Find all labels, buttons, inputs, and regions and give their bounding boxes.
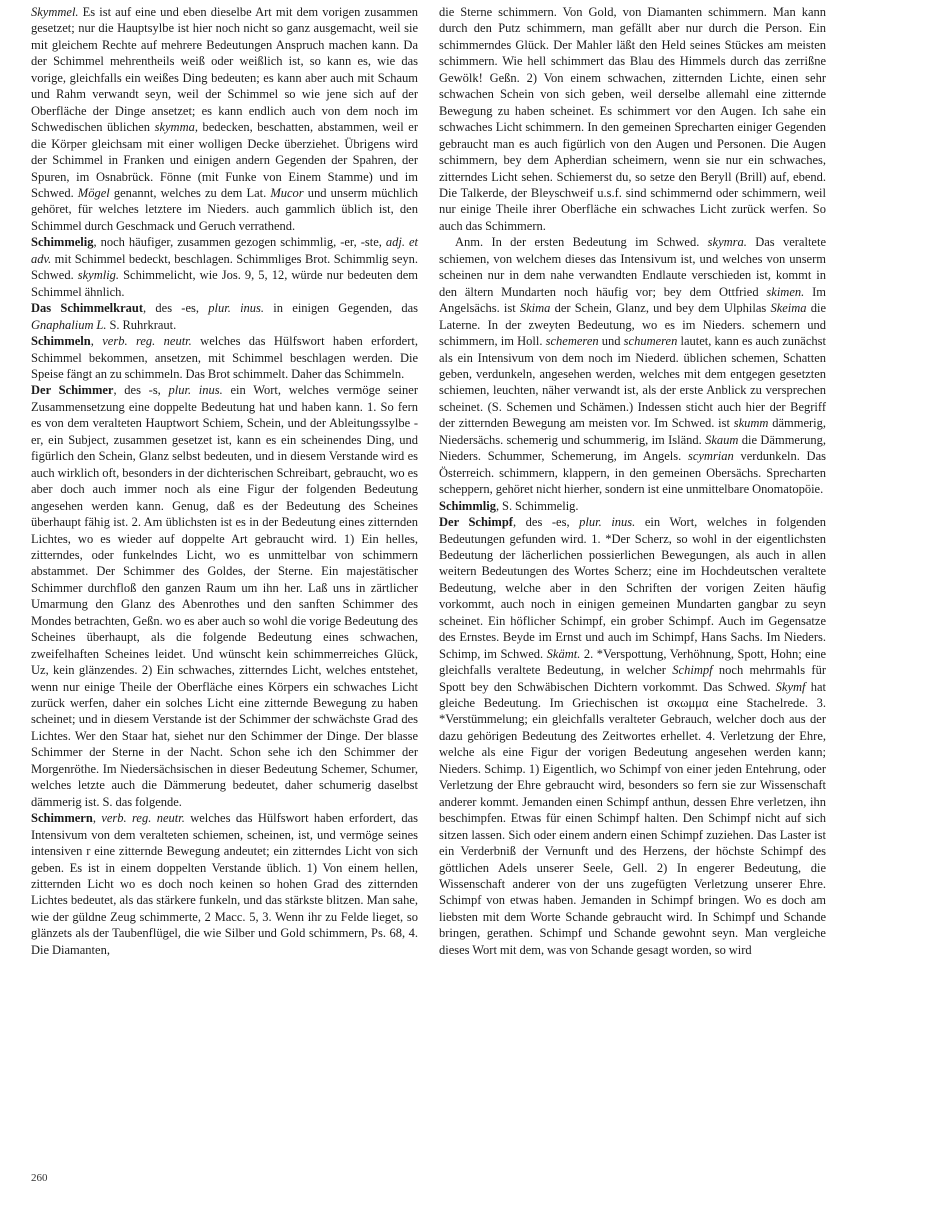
entry-text: Anm. In der ersten Bedeutung im Schwed. xyxy=(455,235,708,250)
entry-text: der Schein, Glanz, und bey dem Ulphilas xyxy=(550,301,771,316)
entry-headword: Der Schimmer xyxy=(31,383,114,398)
italic-term: plur. inus. xyxy=(208,301,265,316)
italic-term: Gnaphalium L. xyxy=(31,317,107,332)
italic-term: verb. reg. neutr. xyxy=(102,334,192,349)
italic-term: skimen. xyxy=(766,284,805,299)
italic-term: Mögel xyxy=(77,185,110,200)
entry-text: die Sterne schimmern. Von Gold, von Diamanten schimmern. Man kann durch den Putz schimmern, man gefällt aber nur durch die Person. Ein schimmerndes Glück. Der Mahler läßt den Held seines Stückes am meisten schimmern. Wie hell schimmert das Blau des Himmels durch das zerrißne Gewölk! Geßn. 2) Von einem schwachen, zitternden Lichte, einen sehr schwachen Schein von sich geben, weil derselbe allemahl eine zitternde Bewegung zu haben scheinet. Es schimmert vor den Augen. Ich sahe ein schwaches Licht schimmern. In den gemeinen Sprecharten einiger Gegenden gebraucht man es auch figürlich von den Augen und Personen. Die Augen schimmern, bey dem Apherdian scheimern, wenn sie nur ein schwaches, zitterndes Licht sehen. Schiemerst du, so setze den Beryll (Brill) auf, ebend. Die Talkerde, der Bleyschweif u.s.f. sind schimmernd oder schimmern, weil nur einige Theile ihrer Oberfläche ein schwaches Licht zurück werfen. So auch das Schimmern. xyxy=(439,5,826,233)
entry-schimmelig xyxy=(31,234,418,300)
page-number: 260 xyxy=(31,1172,48,1184)
entry-skymmel xyxy=(31,4,418,234)
italic-term: Skymf xyxy=(775,679,806,694)
entry-text: ein Wort, welches vermöge seiner Zusammensetzung eine doppelte Bedeutung hat und haben kann. 1. So fern es von dem veralteten Hauptwort Schiem, Schein, und der Ableitungssylbe -er, ein Subject, zusammen gesetzet ist, kann es ein scheinendes Ding, und figürlich den Schein, Glanz selbst bedeuten, und in diesem Verstande wird es auch wirklich oft, besonders in der dichterischen Schreibart, gebraucht, wo es aber doch auch immer noch als eine Figur der folgenden Bedeutung angesehen werden kann. Genug, daß es der Bedeutung des Scheines überhaupt fähig ist. 2. Am üblichsten ist es in der Bedeutung eines zitternden Lichtes, wo es wieder auf doppelte Art gebraucht wird. 1) Ein helles, zitterndes, oder funkelndes Licht, wo es unmittelbar von schimmern abstammet. Der Schimmer des Goldes, der Sterne. Ein majestätischer Schimmer durchfloß den ganzen Raum um ihn her. Laß uns in zärtlicher Umarmung den Glanz des Abenrothes und den sanften Schimmer des Mondes betrachten, Geßn. wo es aber auch so wohl die vorige Bedeutung des Scheines überhaupt, als die folgende Bedeutung eines schwachen, zweifelhaften Scheines leidet. Und wünscht kein schimmerreiches Glück, Uz, kein glänzendes. 2) Ein schwaches, zitterndes Licht, welches entstehet, wenn nur einige Theile der Oberfläche eines Körpers ein schwaches Licht zurück werfen, daher ein solches Licht eine zitternde Bewegung zu haben scheinet; und in diesem Verstande ist der Schimmer der schwächste Grad des Lichtes. Wer den Staar hat, siehet nur den Schimmer der Dinge. Der blasse Schimmer der Sterne in der Nacht. Schon sehe ich den Schimmer der Morgenröthe. Im Niedersächsischen in dieser Bedeutung Schemer, Schumer, welches letzte auch die Dämmerung bedeutet, daher schumerig daselbst dämmerig ist. S. das folgende. xyxy=(31,383,418,809)
entry-headword: Der Schimpf xyxy=(439,515,513,530)
entry-text: welches das Hülfswort haben erfordert, das Intensivum von dem veralteten schiemen, scheinen, ist, und vermöge seines intensiven r eine zitternde Bewegung andeutet; ein zitterndes Licht von sich geben. Es ist in einem doppelten Verstande üblich. 1) Von einem hellen, zitternden Licht wo es doch noch keinen so hohen Grad des zitternden Lichtes bedeutet, als das stärkere funkeln, und das stärkste blitzen. Man sahe, wie der güldne Zeug schimmerte, 2 Macc. 5, 3. Wenn ihr zu Felde lieget, so glänzets als der Taubenflügel, die wie Silber und Gold schimmern, Ps. 68, 4. Die Diamanten, xyxy=(31,811,419,957)
entry-text: in einigen Gegenden, das xyxy=(264,301,419,316)
entry-text: und unserm müchlich gehöret, für welches letztere im Nieders. auch gammlich üblich ist, den Schimmel durch Geschmack und Geruch verrathend. xyxy=(31,185,418,233)
entry-text: , xyxy=(90,334,103,349)
entry-headword: Schimmeln xyxy=(31,334,91,349)
italic-term: schumeren xyxy=(623,334,678,349)
entry-schimmern xyxy=(31,810,418,958)
right-column xyxy=(439,4,826,958)
italic-term: Mucor xyxy=(270,185,304,200)
entry-text: 2. *Verspottung, Verhöhnung, Spott, Hohn; eine gleichfalls veraltete Bedeutung, in welcher xyxy=(439,646,826,678)
entry-schimpf xyxy=(439,514,826,958)
entry-text: hat gleiche Bedeutung. Im Griechischen ist σκωμμα eine Stachelrede. 3. *Verstümmelung; ein gleichfalls veralteter Gebrauch, welcher doch aus der dazu gehörigen Bedeutung des Zeitwortes erhellet. 4. Verletzung der Ehre, welche als eine Figur der vorigen Bedeutung angesehen werden kann; Nieders. Schimp. 1) Eigentlich, wo Schimpf von einer jeden Entehrung, oder Verletzung der Ehre gebraucht wird, besonders so fern sie zur Wissenschaft anderer kommt. Jemanden einen Schimpf anthun, dessen Ehre verletzen, ihn beschimpfen. Etwas für einen Schimpf halten. Den Schimpf nicht auf sich sitzen lassen. Sich oder einem andern einen Schimpf zuziehen. Das Laster ist ein Verderbniß der Vernunft und des Herzens, der höchste Schimpf des göttlichen Adels unserer Seele, Gell. 2) In engerer Bedeutung, die Wissenschaft anderer von der uns zugefügten Verletzung unserer Ehre. Schimpf von etwas haben. Jemanden in Schimpf bringen. Wo es doch am liebsten mit dem Worte Schande gebraucht wird. In Schimpf und Schande bringen, gerathen. Schimpf und Schande gewohnt seyn. Man vergleiche dieses Wort mit dem, was von Schande gesagt worden, so wird xyxy=(439,679,826,957)
italic-term: Skaum xyxy=(705,432,739,447)
entry-text: verdunkeln. Das Österreich. schimmern, klappern, in den gemeinen Obersächs. Sprecharten scheppern, gehöret nicht hierher, sondern ist eine unmittelbare Onomatopöie. xyxy=(439,449,826,497)
italic-term: verb. reg. neutr. xyxy=(101,811,185,826)
entry-schimmer xyxy=(31,382,418,810)
italic-term: Skima xyxy=(519,301,551,316)
italic-term: plur. inus. xyxy=(579,515,636,530)
entry-text: S. Ruhrkraut. xyxy=(106,317,177,332)
entry-schimmeln xyxy=(31,333,418,382)
entry-headword: Das Schimmelkraut xyxy=(31,301,144,316)
italic-term: skymlig. xyxy=(77,268,120,283)
italic-term: Skymmel. xyxy=(31,5,79,19)
italic-term: skumm xyxy=(733,416,769,431)
italic-term: plur. inus. xyxy=(168,383,223,398)
italic-term: adj. et adv. xyxy=(31,235,418,266)
entry-text: Schimmelicht, wie Jos. 9, 5, 12, würde nur bedeuten dem Schimmel ähnlich. xyxy=(31,268,418,299)
entry-text: und xyxy=(598,334,624,349)
entry-anm xyxy=(439,234,826,497)
entry-text: lautet, kann es auch zunächst als ein Intensivum von dem noch im Niederd. üblichen schemen, Schatten geben, verdunkeln, angesehen werden, welches mit dem entgegen gesetzten schiemen, leuchten, näher verwandt ist, als der erste Anblick zu versprechen scheinet. (S. Schemen und Schämen.) Indessen sticht auch hier der Begriff der zitternden Bewegung am meisten vor. Im Schwed. ist xyxy=(439,334,826,431)
entry-text: bedecken, beschatten, abstammen, weil er die Körper gleichsam mit einer wolligen Decke überziehet. Übrigens wird der Schimmel in Franken und einigen andern Gegenden der Spahren, der Spuren, im Osnabrück. Fönne (mit Funke von Einem Stamme) und im Schwed. xyxy=(31,120,418,200)
entry-headword: Schimmern xyxy=(31,811,93,826)
italic-term: schemeren xyxy=(545,334,599,349)
entry-text: , des -es, xyxy=(512,515,580,530)
italic-term: Skämt. xyxy=(546,646,581,661)
entry-text: , xyxy=(92,811,102,826)
entry-text: noch mehrmahls für Spott bey den Schwäbischen Dichtern vorkommt. Das Schwed. xyxy=(439,663,826,694)
entry-text: , des -s, xyxy=(113,383,169,398)
entry-text: die Laterne. In der zweyten Bedeutung, wo es im Nieders. schemern und schimmern, im Holl. xyxy=(439,301,826,349)
entry-text: , S. Schimmelig. xyxy=(495,498,579,513)
entry-text: Im Angelsächs. ist xyxy=(439,284,826,316)
entry-text: die Dämmerung, Nieders. Schummer, Schemerung, im Angels. xyxy=(439,432,826,464)
left-column xyxy=(31,4,418,958)
entry-headword: Schimmelig xyxy=(31,235,94,250)
entry-text: dämmerig, Niedersächs. schemerig und schummerig, im Isländ. xyxy=(439,416,826,447)
italic-term: Skeima xyxy=(770,301,807,316)
entry-text: , des -es, xyxy=(143,301,209,316)
entry-schimmlig xyxy=(439,498,826,514)
entry-text: welches das Hülfswort haben erfordert, Schimmel bekommen, ansetzen, mit Schimmel beschlagen werden. Die Speise fängt an zu schimmeln. Das Brot schimmelt. Daher das Schimmeln. xyxy=(31,334,418,381)
entry-text: , noch häufiger, zusammen gezogen schimmlig, -er, -ste, xyxy=(93,235,386,250)
italic-term: skymma, xyxy=(154,120,198,135)
italic-term: Schimpf xyxy=(672,663,713,678)
italic-term: scymrian xyxy=(687,449,734,464)
entry-headword: Schimmlig xyxy=(439,498,496,513)
entry-text: Das veraltete schiemen, von welchem dieses das Intensivum ist, und welches von unserm scheinen nur in dem nahe verwandten Endlaute verschieden ist, kommt in den ältern Mundarten noch häufig vor; bey dem Ottfried xyxy=(439,235,826,299)
entry-text: mit Schimmel bedeckt, beschlagen. Schimmliges Brot. Schimmlig seyn. Schwed. xyxy=(31,251,418,283)
entry-text: Es ist auf eine und eben dieselbe Art mit dem vorigen zusammen gesetzet; nur die Hauptsylbe ist hier noch nicht so ganz ausgemacht, weil sie mit gleichem Rechte auf mehrere Bedeutungen Anspruch machen kann. Da der Schimmel mehrentheils weiß oder weißlich ist, so kann es, wie das vorige, gleichfalls ein weißes Ding bedeuten; es kann aber auch mit Schaum und Rahm verwandt seyn, weil der Schimmel so wie jene sich auf der Oberfläche der Dinge ansetzet; es kann endlich auch von dem noch im Schwedischen üblichen xyxy=(31,5,418,135)
entry-text: ein Wort, welches in folgenden Bedeutungen gefunden wird. 1. *Der Scherz, so wohl in der eigentlichsten Bedeutung der lächerlichen possierlichen Bewegungen, als auch in allen weitern Bedeutungen des Wortes Scherz; eine im Hochdeutschen veraltete Bedeutung, welche aber in den Schriften der vorigen Zeiten häufig vorkommt, auch noch in einigen gemeinen Mundarten gangbar zu seyn scheinet. Ein höflicher Schimpf, ein grober Schimpf. Auch im Gegensatze des Ernstes. Beyde im Ernst und auch im Schimpf, Hans Sachs. Im Nieders. Schimp, im Schwed. xyxy=(439,515,827,661)
entry-schimmern-cont xyxy=(439,4,826,234)
italic-term: skymra. xyxy=(707,235,747,250)
entry-text: genannt, welches zu dem Lat. xyxy=(109,185,271,200)
entry-schimmelkraut xyxy=(31,300,418,333)
